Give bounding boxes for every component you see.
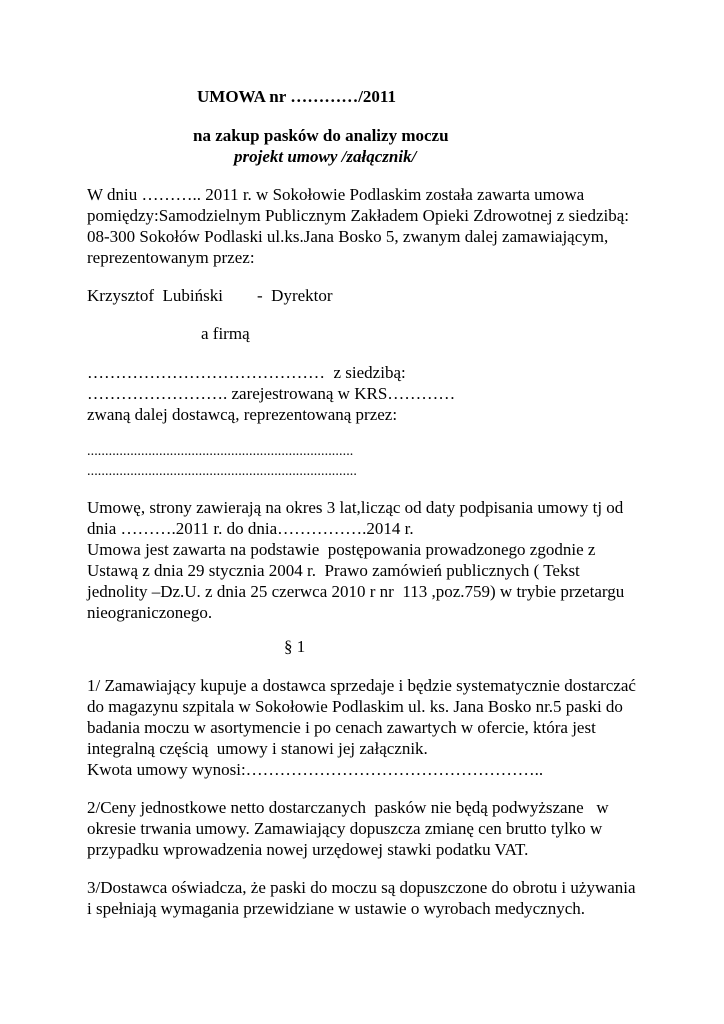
point-1-line: do magazynu szpitala w Sokołowie Podlaskim ul. ks. Jana Bosko nr.5 paski do xyxy=(87,697,623,716)
point-1-line: badania moczu w asortymencie i po cenach zawartych w ofercie, która jest xyxy=(87,718,596,737)
term-line: dnia ……….2011 r. do dnia…………….2014 r. xyxy=(87,519,414,538)
term-line: Umowę, strony zawierają na okres 3 lat,licząc od daty podpisania umowy tj od xyxy=(87,498,624,517)
point-3-line: 3/Dostawca oświadcza, że paski do moczu są dopuszczone do obrotu i używania xyxy=(87,878,636,897)
point-3-line: i spełniają wymagania przewidziane w ustawie o wyrobach medycznych. xyxy=(87,899,586,918)
term-line: jednolity –Dz.U. z dnia 25 czerwca 2010 r nr 113 ,poz.759) w trybie przetargu xyxy=(87,582,625,601)
intro-line: 08-300 Sokołów Podlaski ul.ks.Jana Bosko 5, zwanym dalej zamawiającym, xyxy=(87,227,609,246)
contract-subject: na zakup pasków do analizy moczu xyxy=(193,126,449,145)
intro-line: reprezentowanym przez: xyxy=(87,248,255,267)
point-1-line: 1/ Zamawiający kupuje a dostawca sprzedaje i będzie systematycznie dostarczać xyxy=(87,676,636,695)
point-2-line: okresie trwania umowy. Zamawiający dopuszcza zmianę cen brutto tylko w xyxy=(87,819,603,838)
section-heading: § 1 xyxy=(284,637,306,656)
firm-line: zwaną dalej dostawcą, reprezentowaną przez: xyxy=(87,405,398,424)
firm-line: …………………………………… z siedzibą: xyxy=(87,363,406,382)
point-2-line: 2/Ceny jednostkowe netto dostarczanych pasków nie będą podwyższane w xyxy=(87,798,609,817)
point-2-line: przypadku wprowadzenia nowej urzędowej stawki podatku VAT. xyxy=(87,840,529,859)
signature-line: ........................................................................... xyxy=(87,464,357,479)
point-1-line: integralną częścią umowy i stanowi jej załącznik. xyxy=(87,739,428,758)
signature-line: .......................................................................... xyxy=(87,444,354,459)
term-line: nieograniczonego. xyxy=(87,603,213,622)
representative-name: Krzysztof Lubiński xyxy=(87,286,223,305)
term-line: Ustawą z dnia 29 stycznia 2004 r. Prawo zamówień publicznych ( Tekst xyxy=(87,561,580,580)
intro-line: pomiędzy:Samodzielnym Publicznym Zakładem Opieki Zdrowotnej z siedzibą: xyxy=(87,206,629,225)
draft-note: projekt umowy /załącznik/ xyxy=(234,147,417,166)
representative-role: - Dyrektor xyxy=(257,286,333,305)
firm-line: ……………………. zarejestrowaną w KRS………… xyxy=(87,384,456,403)
contract-title: UMOWA nr …………/2011 xyxy=(197,87,396,106)
term-line: Umowa jest zawarta na podstawie postępowania prowadzonego zgodnie z xyxy=(87,540,596,559)
contract-amount: Kwota umowy wynosi:…………………………………………….. xyxy=(87,760,544,779)
firm-label: a firmą xyxy=(201,324,250,343)
intro-line: W dniu ……….. 2011 r. w Sokołowie Podlaskim została zawarta umowa xyxy=(87,185,585,204)
